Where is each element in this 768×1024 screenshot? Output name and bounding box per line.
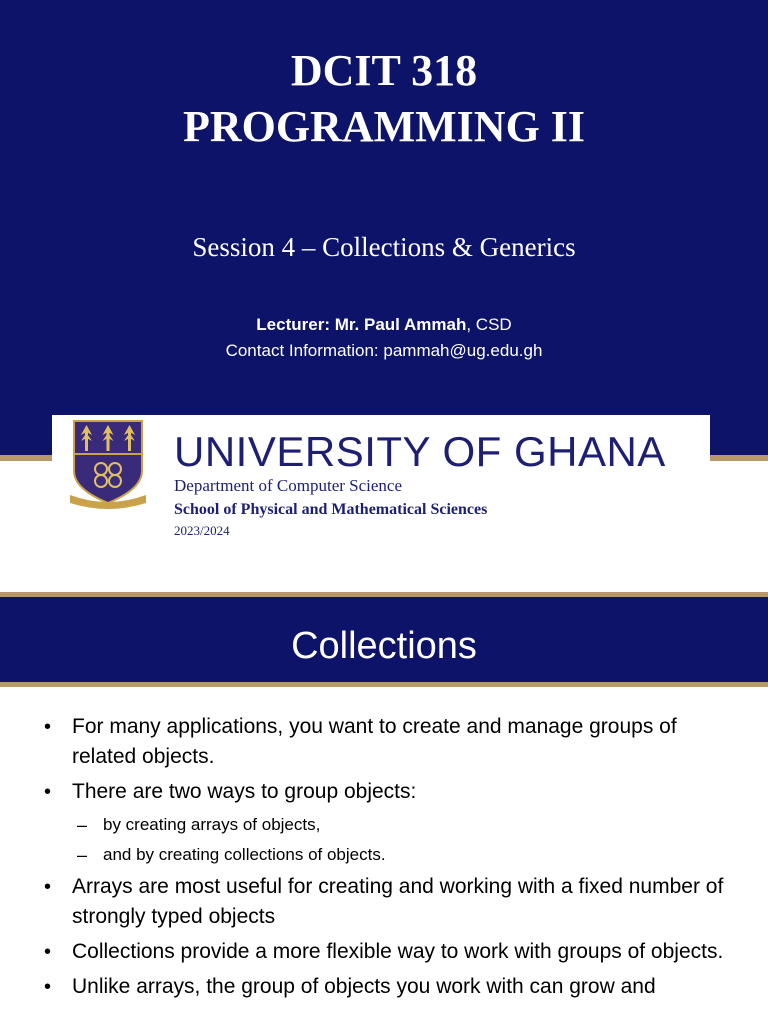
bullet-icon: • <box>44 716 52 738</box>
bullet-text: For many applications, you want to create and manage groups of related objects. <box>72 715 677 768</box>
sub-bullet-item <box>0 812 768 838</box>
bullet-item <box>0 712 768 772</box>
bullet-icon: • <box>44 941 52 963</box>
bullet-text: Arrays are most useful for creating and working with a fixed number of strongly typed objects <box>72 875 724 928</box>
course-code: DCIT 318 <box>290 46 478 95</box>
gold-accent-left <box>0 455 52 461</box>
bullet-text: Unlike arrays, the group of objects you work with can grow and <box>72 975 656 998</box>
bullet-icon: • <box>44 976 52 998</box>
lecturer-name: Lecturer: Mr. Paul Ammah <box>256 315 467 334</box>
lecturer-line <box>0 313 768 337</box>
university-name: UNIVERSITY OF GHANA <box>174 428 666 475</box>
dash-icon: – <box>77 815 88 835</box>
bullet-item <box>0 872 768 932</box>
bullet-item <box>0 972 768 1002</box>
bullet-icon: • <box>44 781 52 803</box>
academic-year: 2023/2024 <box>174 523 230 538</box>
bullet-item <box>0 777 768 807</box>
department-name: Department of Computer Science <box>174 476 403 495</box>
content-slide <box>0 592 768 1024</box>
bullet-icon: • <box>44 876 52 898</box>
course-name: PROGRAMMING II <box>182 102 586 151</box>
bullet-list <box>0 712 768 1007</box>
university-banner <box>52 415 710 575</box>
sub-bullet-text: and by creating collections of objects. <box>103 845 386 864</box>
lecturer-dept: , CSD <box>466 315 512 334</box>
bullet-item <box>0 937 768 967</box>
university-crest-icon <box>68 419 148 511</box>
dash-icon: – <box>77 845 88 865</box>
session-title: Session 4 – Collections & Generics <box>192 232 576 262</box>
gold-accent-right <box>710 455 768 461</box>
contact-info: Contact Information: pammah@ug.edu.gh <box>225 341 543 360</box>
bullet-text: There are two ways to group objects: <box>72 780 417 803</box>
slide-title: Collections <box>291 625 477 667</box>
sub-bullet-text: by creating arrays of objects, <box>103 815 321 834</box>
sub-bullet-item <box>0 842 768 868</box>
bullet-text: Collections provide a more flexible way to work with groups of objects. <box>72 940 724 963</box>
gold-rule-bottom <box>0 682 768 687</box>
school-name: School of Physical and Mathematical Sciences <box>174 501 488 518</box>
